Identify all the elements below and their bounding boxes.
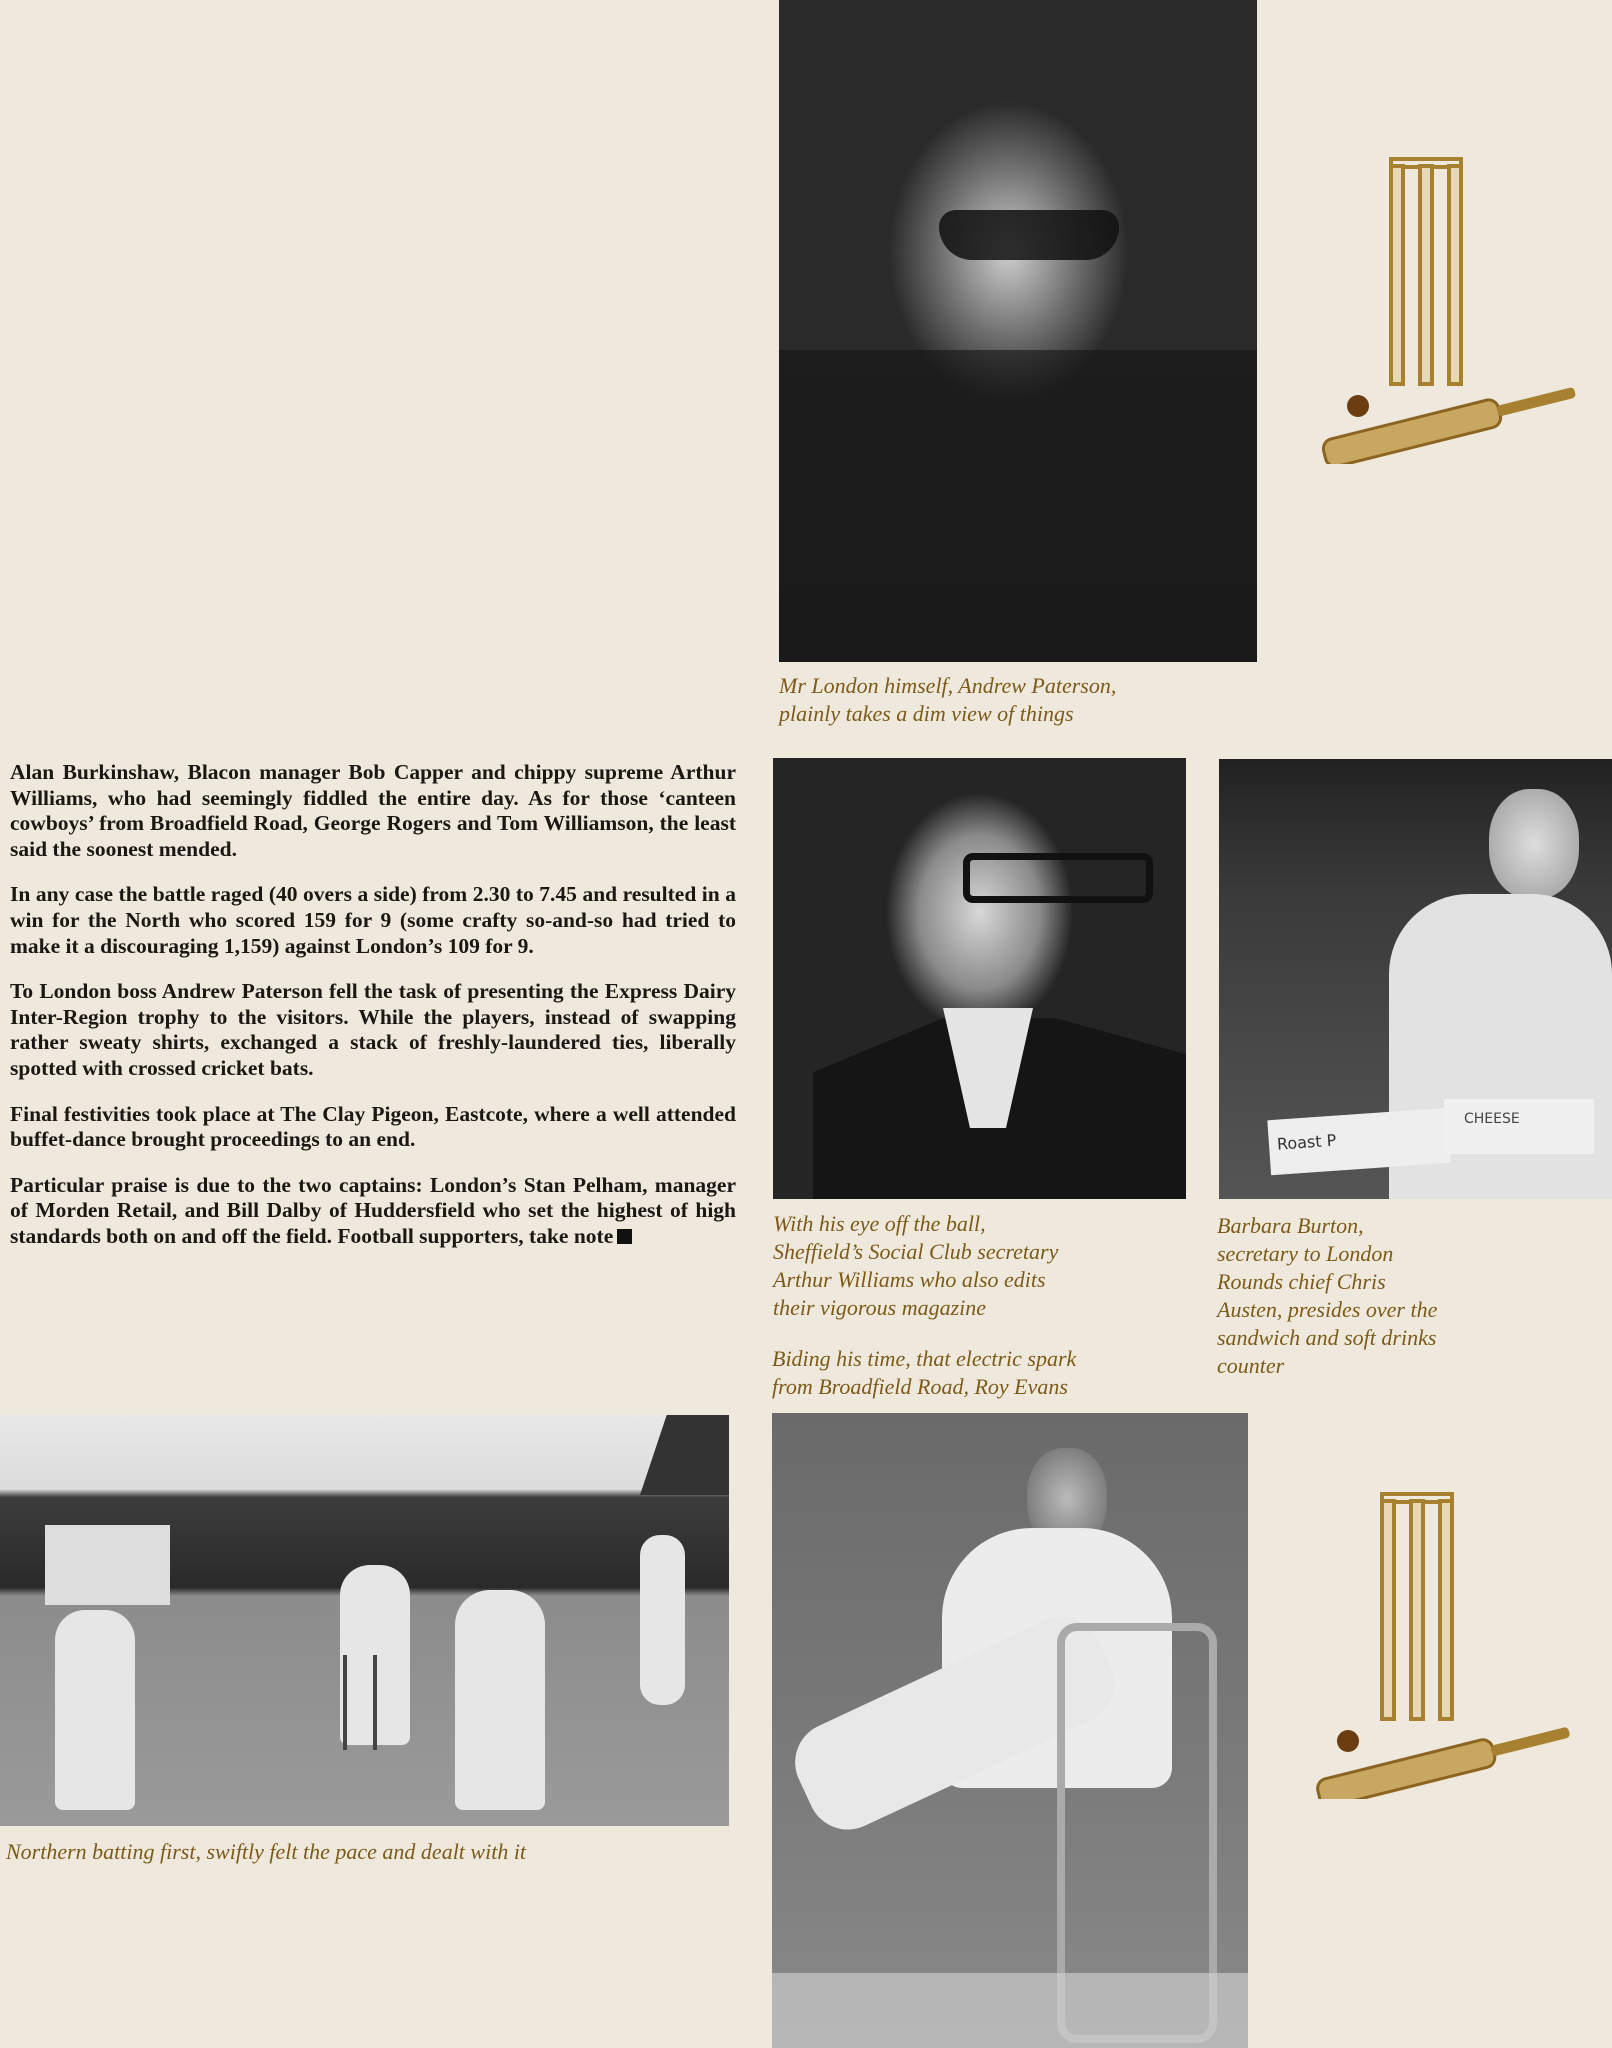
caption-line: from Broadfield Road, Roy Evans: [772, 1374, 1068, 1399]
caption-line: sandwich and soft drinks: [1217, 1325, 1437, 1350]
article-body: [10, 760, 736, 1270]
photo-roy-evans: [772, 1413, 1248, 2048]
cricket-stumps-bat-icon: [1306, 1489, 1586, 1799]
caption-line: Northern batting first, swiftly felt the pace and dealt with it: [6, 1839, 527, 1864]
caption-line: Biding his time, that electric spark: [772, 1346, 1077, 1371]
caption-line: With his eye off the ball,: [773, 1211, 986, 1236]
photo-barbara-burton: [1219, 759, 1612, 1199]
photo-cricket-match: [0, 1415, 729, 1826]
caption-line: Arthur Williams who also edits: [773, 1267, 1046, 1292]
caption-line: Rounds chief Chris: [1217, 1269, 1386, 1294]
photo-andrew-paterson: [779, 0, 1257, 662]
caption-line: Mr London himself, Andrew Paterson,: [779, 673, 1117, 698]
photo-arthur-williams: [773, 758, 1186, 1199]
end-mark-icon: [617, 1229, 632, 1244]
caption-line: Austen, presides over the: [1217, 1297, 1438, 1322]
caption-line: counter: [1217, 1353, 1285, 1378]
caption-line: plainly takes a dim view of things: [779, 701, 1074, 726]
paragraph: Alan Burkinshaw, Blacon manager Bob Capper and chippy supreme Arthur Williams, who had seemingly fiddled the entire day. As for those ‘canteen cowboys’ from Broadfield Road, George Rogers and Tom Williamson, the least said the soonest mended.: [10, 760, 736, 861]
caption-field: [6, 1838, 526, 1866]
paragraph: In any case the battle raged (40 overs a side) from 2.30 to 7.45 and resulted in a win for the North who scored 159 for 9 (some crafty so-and-so had tried to make it a discouraging 1,159) against London’s 109 for 9.: [10, 882, 736, 958]
caption-williams: [773, 1210, 1058, 1322]
caption-line: Sheffield’s Social Club secretary: [773, 1239, 1059, 1264]
caption-line: Barbara Burton,: [1217, 1213, 1364, 1238]
caption-burton: [1217, 1212, 1437, 1380]
paragraph: [10, 1173, 736, 1250]
paragraph: To London boss Andrew Paterson fell the task of presenting the Express Dairy Inter-Region trophy to the visitors. While the players, instead of swapping rather sweaty shirts, exchanged a stack of freshly-laundered ties, liberally spotted with crossed cricket bats.: [10, 979, 736, 1080]
sign-roast: Roast P: [1267, 1108, 1450, 1175]
caption-line: secretary to London: [1217, 1241, 1394, 1266]
caption-paterson: [779, 672, 1116, 728]
caption-line: their vigorous magazine: [773, 1295, 987, 1320]
caption-evans: [772, 1345, 1076, 1401]
paragraph-text: Particular praise is due to the two captains: London’s Stan Pelham, manager of Morden Retail, and Bill Dalby of Huddersfield who set the highest of high standards both on and off the field. Football supporters, take note: [10, 1172, 736, 1248]
paragraph: Final festivities took place at The Clay Pigeon, Eastcote, where a well attended buffet-dance brought proceedings to an end.: [10, 1101, 736, 1152]
cricket-stumps-bat-icon: [1313, 154, 1593, 464]
sign-cheese: CHEESE: [1444, 1099, 1594, 1154]
